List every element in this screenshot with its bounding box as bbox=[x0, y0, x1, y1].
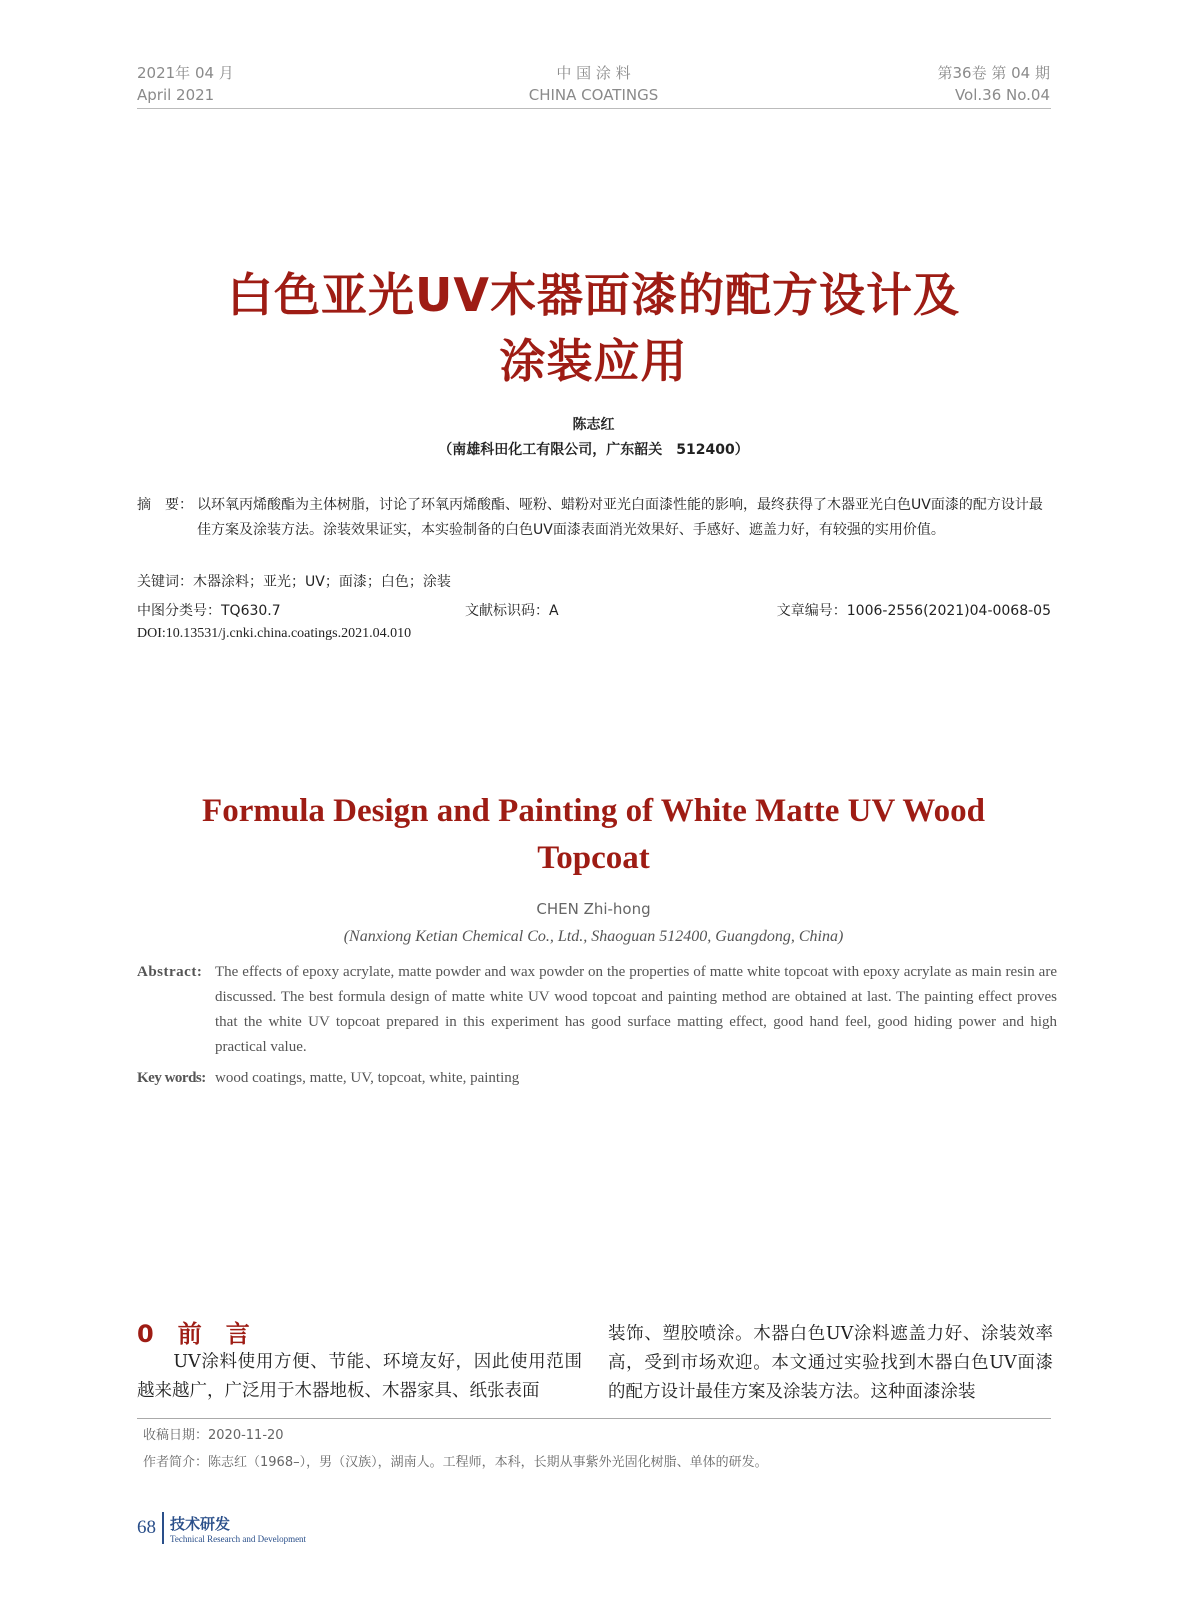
footer-bar bbox=[162, 1512, 164, 1544]
abstract-cn-label: 摘 要： bbox=[137, 497, 193, 513]
affiliation-en: (Nanxiong Ketian Chemical Co., Ltd., Shaoguan 512400, Guangdong, China) bbox=[343, 928, 844, 945]
section-heading-intro: 0 前 言 bbox=[137, 1320, 250, 1348]
title-en-line1: Formula Design and Painting of White Matte UV Wood bbox=[202, 793, 985, 829]
author-en: CHEN Zhi-hong bbox=[536, 900, 651, 918]
page-number: 68 bbox=[137, 1517, 156, 1538]
abstract-en-text: The effects of epoxy acrylate, matte powder and wax powder on the properties of matte white topcoat with epoxy acrylate as main resin are discussed. The best formula design of matte white UV wood topcoat and painting method are obtained at last. The painting effect proves that the white UV topcoat prepared in this experiment has good surface matting effect, good hand feel, good hiding power and high practical value. bbox=[215, 964, 1057, 1055]
title-cn bbox=[100, 262, 1087, 394]
issue-cn: 第36卷 第 04 期 bbox=[937, 64, 1050, 82]
classification-number: 中图分类号：TQ630.7 bbox=[137, 603, 281, 619]
keywords-cn: 关键词：木器涂料；亚光；UV；面漆；白色；涂装 bbox=[137, 574, 451, 590]
footer-section-en: Technical Research and Development bbox=[170, 1533, 307, 1544]
issue-en: Vol.36 No.04 bbox=[954, 86, 1050, 104]
header-issue bbox=[938, 62, 1050, 106]
journal-name-cn: 中 国 涂 料 bbox=[556, 64, 631, 82]
keywords-en-label: Key words: bbox=[137, 1070, 206, 1086]
author-cn: 陈志红 bbox=[572, 417, 615, 433]
page-footer bbox=[137, 1512, 306, 1544]
title-cn-line2: 涂装应用 bbox=[499, 334, 688, 388]
abstract-cn bbox=[137, 493, 1053, 543]
document-code: 文献标识码：A bbox=[465, 603, 559, 619]
article-number: 文章编号：1006-2556(2021)04-0068-05 bbox=[776, 603, 1051, 619]
abstract-en-label: Abstract: bbox=[137, 964, 203, 980]
title-en bbox=[100, 788, 1087, 882]
header-date-cn: 2021年 04 月 bbox=[137, 64, 234, 82]
title-en-line2: Topcoat bbox=[537, 840, 650, 876]
header-divider bbox=[137, 108, 1051, 109]
footer-section-cn: 技术研发 bbox=[170, 1514, 231, 1533]
affiliation-cn: （南雄科田化工有限公司，广东韶关 512400） bbox=[438, 442, 749, 458]
abstract-cn-text: 以环氧丙烯酸酯为主体树脂，讨论了环氧丙烯酸酯、哑粉、蜡粉对亚光白面漆性能的影响，最终获得了木器亚光白色UV面漆的配方设计最佳方案及涂装方法。涂装效果证实，本实验制备的白色UV面漆表面消光效果好、手感好、遮盖力好，有较强的实用价值。 bbox=[197, 497, 1043, 538]
header-date-en: April 2021 bbox=[137, 86, 215, 104]
footnote-divider bbox=[137, 1418, 1051, 1419]
received-date: 收稿日期：2020-11-20 bbox=[143, 1428, 284, 1443]
doi[interactable]: DOI:10.13531/j.cnki.china.coatings.2021.04.010 bbox=[137, 626, 412, 641]
footer-section bbox=[170, 1513, 306, 1544]
author-bio: 作者简介：陈志红（1968–），男（汉族），湖南人。工程师，本科，长期从事紫外光固化树脂、单体的研发。 bbox=[143, 1455, 768, 1470]
abstract-en bbox=[137, 960, 1057, 1060]
intro-column-right: 装饰、塑胶喷涂。木器白色UV涂料遮盖力好、涂装效率高，受到市场欢迎。本文通过实验找到木器白色UV面漆的配方设计最佳方案及涂装方法。这种面漆涂装 bbox=[608, 1324, 1053, 1402]
intro-column-left: UV涂料使用方便、节能、环境友好，因此使用范围越来越广，广泛用于木器地板、木器家具、纸张表面 bbox=[137, 1352, 582, 1401]
keywords-en bbox=[137, 1066, 519, 1091]
title-cn-line1: 白色亚光UV木器面漆的配方设计及 bbox=[227, 268, 960, 322]
journal-name-en: CHINA COATINGS bbox=[528, 86, 659, 104]
keywords-en-text: wood coatings, matte, UV, topcoat, white, painting bbox=[215, 1070, 520, 1086]
